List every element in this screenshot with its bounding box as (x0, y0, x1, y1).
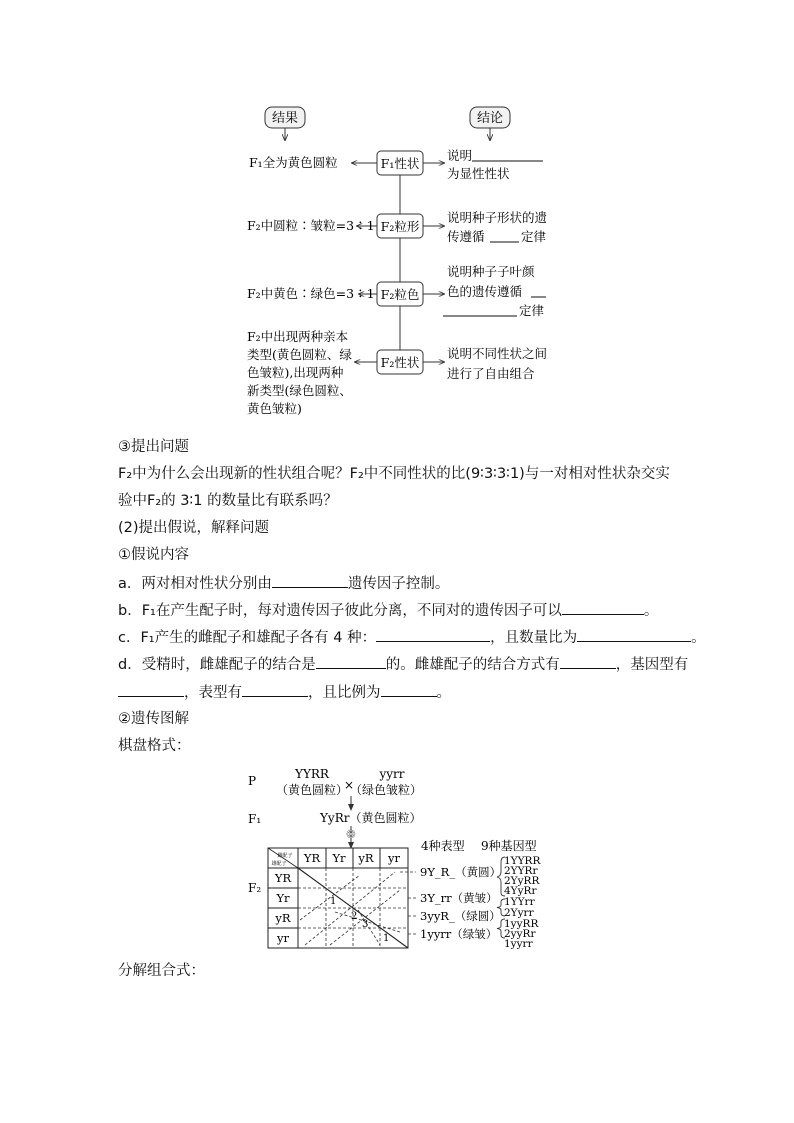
f2-trait-conclusion-2: 进行了自由组合 (447, 366, 535, 381)
selfing-symbol: ⊗ (345, 827, 357, 842)
f1-conclusion-1: 说明 (447, 148, 473, 163)
pheno-4: 1yyrr（绿皱） (420, 927, 498, 941)
f2-shape-label: F₂粒形 (380, 219, 420, 234)
geno-8: 2yyRr (504, 928, 536, 940)
col-header-4: yr (388, 851, 400, 865)
f1-label: F₁ (248, 812, 262, 826)
f2-shape-result: F₂中圆粒∶皱粒=3∶1 (247, 218, 375, 233)
f2-trait-conclusion-1: 说明不同性状之间 (447, 346, 548, 361)
geno-6: 2Yyrr (504, 907, 534, 919)
section-raise-question: ③提出问题 (118, 439, 189, 455)
result-header: 结果 (271, 111, 299, 126)
col-header-2: Yr (332, 851, 346, 865)
pheno-header: 4种表型 (421, 839, 465, 853)
row-header-4: yr (277, 931, 289, 945)
col-header-1: YR (303, 851, 321, 865)
punnett-format-label: 棋盘格式： (118, 738, 191, 754)
question-line-2: 验中F₂的 3∶1 的数量比有联系吗？ (118, 493, 338, 509)
genetic-diagram-heading: ②遗传图解 (118, 711, 189, 727)
p-label: P (248, 774, 257, 788)
row-header-3: yR (275, 911, 291, 925)
f2-color-conclusion-1: 说明种子子叶颜 (447, 264, 535, 279)
f2-trait-result-4: 新类型(绿色圆粒、 (247, 383, 352, 398)
geno-7: 1yyRR (504, 918, 539, 930)
f1-genotype: YyRr（黄色圆粒） (320, 811, 422, 825)
geno-1: 1YYRR (504, 855, 541, 867)
f2-trait-result-2: 类型(黄色圆粒、绿 (247, 347, 352, 362)
section-hypothesis: (2)提出假说，解释问题 (118, 520, 270, 536)
f1-result: F₁全为黄色圆粒 (249, 155, 338, 170)
pheno-1: 9Y_R_（黄圆） (420, 865, 502, 879)
hypothesis-d-line2: ，表型有 ，且比例为 。 (118, 682, 451, 703)
f1-trait-label: F₁性状 (380, 156, 420, 171)
row-header-1: YR (274, 871, 292, 885)
cell-marker-1: 1 (330, 896, 337, 907)
row-header-2: Yr (276, 891, 290, 905)
hypothesis-d-line1: d．受精时，雌雄配子的结合是 的。雌雄配子的结合方式有 ，基因型有 (118, 654, 688, 675)
geno-header: 9种基因型 (481, 839, 537, 853)
cell-marker-3: 3 (362, 919, 369, 930)
f2-label: F₂ (248, 881, 262, 895)
f2-trait-result-3: 色皱粒),出现两种 (247, 365, 344, 380)
split-combination-label: 分解组合式： (118, 963, 205, 979)
pheno-3: 3yyR_（绿圆） (420, 909, 501, 923)
hypothesis-a: a．两对相对性状分别由 遗传因子控制。 (118, 573, 449, 594)
cell-marker-2: 2 (351, 911, 358, 922)
geno-4: 4YyRr (504, 885, 537, 897)
f2-color-conclusion-3: 定律 (519, 303, 545, 318)
hypothesis-c: c．F₁产生的雌配子和雄配子各有 4 种： ，且数量比为 。 (118, 627, 706, 648)
col-header-3: yR (358, 851, 374, 865)
geno-9: 1yyrr (504, 938, 533, 950)
geno-5: 1YYrr (504, 896, 535, 908)
conclusion-header: 结论 (476, 111, 504, 126)
parent2-phenotype: （绿色皱粒） (349, 783, 423, 797)
f2-trait-result-1: F₂中出现两种亲本 (247, 329, 349, 344)
corner-female-label: 雌配子 (277, 853, 293, 859)
question-line-1: F₂中为什么会出现新的性状组合呢？F₂中不同性状的比(9∶3∶3∶1)与一对相对性状杂交实 (118, 466, 670, 482)
cross-symbol: × (343, 778, 355, 792)
cell-marker-4: 1 (383, 933, 390, 944)
parent2-genotype: yyrr (379, 767, 405, 781)
parent1-phenotype: （黄色圆粒） (275, 783, 349, 797)
corner-male-label: 雄配子 (271, 861, 287, 867)
parent1-genotype: YYRR (295, 767, 329, 781)
f2-shape-conclusion-3: 定律 (521, 229, 547, 244)
hypothesis-content-heading: ①假说内容 (118, 547, 189, 563)
f1-conclusion-2: 为显性性状 (447, 166, 510, 181)
pheno-2: 3Y_rr（黄皱） (420, 891, 498, 905)
f2-color-conclusion-2: 色的遗传遵循 (447, 284, 523, 299)
geno-3: 2YyRR (504, 875, 540, 887)
f2-shape-conclusion-1: 说明种子形状的遗 (447, 210, 548, 225)
f2-color-label: F₂粒色 (380, 287, 420, 302)
geno-2: 2YYRr (504, 865, 538, 877)
f2-shape-conclusion-2: 传遵循 (447, 229, 485, 244)
hypothesis-b: b．F₁在产生配子时，每对遗传因子彼此分离，不同对的遗传因子可以 。 (118, 600, 658, 621)
f2-trait-result-5: 黄色皱粒) (247, 401, 302, 416)
f2-color-result: F₂中黄色∶绿色=3∶1 (247, 286, 375, 301)
f2-trait-label: F₂性状 (380, 355, 420, 370)
